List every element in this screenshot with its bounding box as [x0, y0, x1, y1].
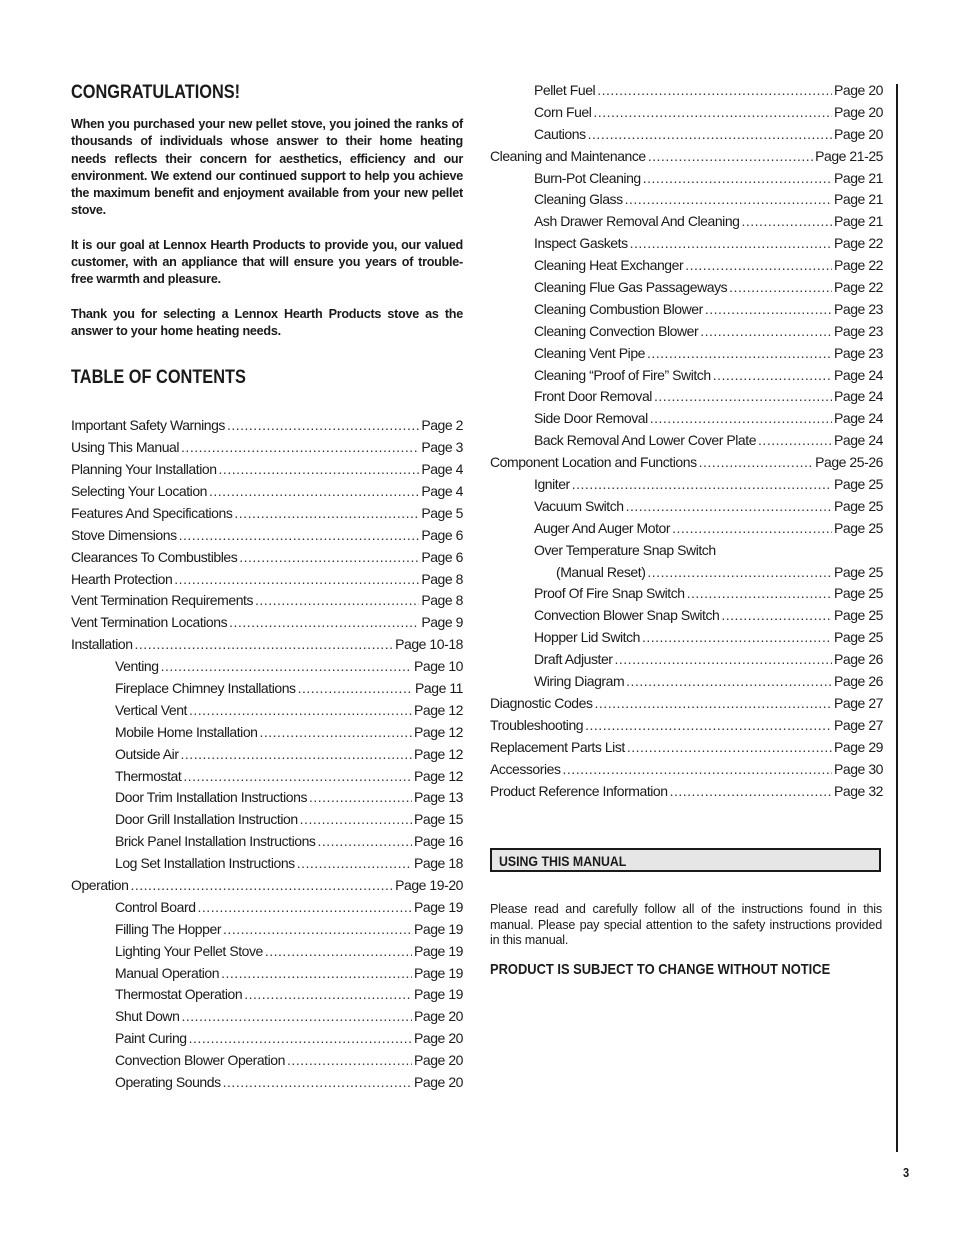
toc-entry-page: Page 16	[413, 833, 463, 850]
toc-entry-title: Hearth Protection	[71, 570, 173, 587]
congratulations-heading: CONGRATULATIONS!	[71, 82, 241, 103]
toc-leader-dots	[130, 875, 393, 897]
toc-entry-title: Over Temperature Snap Switch	[534, 541, 716, 558]
toc-entry[interactable]	[490, 693, 883, 715]
toc-entry-title: Auger And Auger Motor	[534, 519, 671, 536]
toc-entry-title: Accessories	[490, 760, 561, 777]
toc-entry[interactable]	[71, 590, 463, 612]
toc-entry-page: Page 18	[413, 855, 463, 872]
toc-entry-title: Diagnostic Codes	[490, 694, 593, 711]
toc-entry[interactable]	[490, 452, 883, 474]
toc-leader-dots	[317, 831, 412, 853]
toc-entry-title: Cleaning “Proof of Fire” Switch	[534, 366, 711, 383]
toc-entry[interactable]	[490, 737, 883, 759]
intro-paragraph-3: Thank you for selecting a Lennox Hearth Products stove as the answer to your home heating needs.	[71, 306, 463, 338]
toc-entry-title: Igniter	[534, 476, 570, 493]
toc-entry-title: Convection Blower Operation	[115, 1052, 285, 1069]
toc-entry[interactable]	[490, 605, 883, 627]
toc-entry[interactable]	[490, 102, 883, 124]
toc-entry-page: Page 25	[833, 563, 883, 580]
toc-entry-page: Page 20	[833, 82, 883, 98]
toc-entry-title: Door Grill Installation Instruction	[115, 811, 298, 828]
toc-entry-page: Page 24	[833, 432, 883, 449]
toc-entry-page: Page 11	[415, 679, 463, 696]
toc-entry-title: Cautions	[534, 125, 586, 142]
toc-leader-dots	[597, 80, 832, 102]
toc-entry-page: Page 20	[413, 1073, 463, 1090]
toc-leader-dots	[219, 459, 420, 481]
toc-leader-dots	[298, 678, 413, 700]
toc-leader-dots	[654, 386, 832, 408]
toc-entry[interactable]	[71, 941, 463, 963]
toc-entry-page: Page 3	[421, 439, 463, 456]
toc-entry[interactable]	[490, 255, 883, 277]
toc-entry[interactable]	[490, 715, 883, 737]
toc-leader-dots	[300, 809, 412, 831]
toc-entry[interactable]	[71, 1028, 463, 1050]
toc-entry[interactable]	[490, 146, 883, 168]
toc-entry-page: Page 20	[413, 1052, 463, 1069]
toc-leader-dots	[255, 590, 419, 612]
toc-entry-title: Cleaning Convection Blower	[534, 322, 699, 339]
right-column	[490, 80, 883, 802]
toc-leader-dots	[174, 569, 419, 591]
toc-entry[interactable]	[490, 781, 883, 803]
toc-leader-dots	[239, 547, 419, 569]
toc-entry-page: Page 21	[833, 191, 883, 208]
toc-entry-title: Thermostat Operation	[115, 986, 243, 1003]
toc-entry-page: Page 23	[833, 344, 883, 361]
toc-entry[interactable]	[490, 562, 883, 584]
toc-entry[interactable]	[71, 831, 463, 853]
toc-leader-dots	[227, 415, 419, 437]
toc-entry-page: Page 27	[833, 694, 883, 711]
toc-leader-dots	[179, 525, 420, 547]
toc-entry[interactable]	[490, 496, 883, 518]
toc-entry-title: Corn Fuel	[534, 103, 592, 120]
toc-leader-dots	[630, 233, 832, 255]
toc-entry[interactable]	[71, 984, 463, 1006]
toc-leader-dots	[648, 146, 813, 168]
toc-entry-page: Page 26	[833, 673, 883, 690]
toc-entry-page: Page 25	[833, 607, 883, 624]
toc-entry-page: Page 23	[833, 322, 883, 339]
toc-entry-title: (Manual Reset)	[556, 563, 646, 580]
toc-entry-page: Page 25	[833, 585, 883, 602]
toc-leader-dots	[687, 583, 832, 605]
using-manual-paragraph: Please read and carefully follow all of the instructions found in this manual. Please pay special attention to the safety instructions provided in this manual.	[490, 902, 882, 947]
toc-entry-title: Vacuum Switch	[534, 497, 624, 514]
toc-entry[interactable]	[71, 700, 463, 722]
toc-entry-title: Mobile Home Installation	[115, 723, 258, 740]
toc-leader-dots	[713, 365, 832, 387]
toc-entry[interactable]	[490, 474, 883, 496]
change-notice: PRODUCT IS SUBJECT TO CHANGE WITHOUT NOTICE	[490, 961, 831, 978]
toc-entry[interactable]	[71, 722, 463, 744]
toc-left-list	[71, 415, 463, 1094]
toc-entry[interactable]	[71, 1072, 463, 1094]
toc-entry[interactable]	[490, 583, 883, 605]
toc-entry-title: Front Door Removal	[534, 388, 652, 405]
toc-entry-page: Page 23	[833, 300, 883, 317]
toc-entry-page: Page 25	[833, 497, 883, 514]
toc-entry-page: Page 10-18	[395, 636, 463, 653]
toc-leader-dots	[563, 759, 832, 781]
toc-entry-page: Page 12	[413, 701, 463, 718]
toc-entry-title: Manual Operation	[115, 964, 220, 981]
toc-entry-page: Page 21	[833, 169, 883, 186]
toc-entry[interactable]	[71, 963, 463, 985]
toc-entry[interactable]	[490, 540, 883, 562]
using-manual-heading: USING THIS MANUAL	[499, 853, 627, 869]
toc-entry-title: Paint Curing	[115, 1030, 187, 1047]
toc-entry[interactable]	[71, 612, 463, 634]
toc-entry-page: Page 19	[413, 920, 463, 937]
toc-entry-page: Page 10	[413, 658, 463, 675]
toc-entry-page: Page 2	[421, 417, 463, 434]
toc-leader-dots	[189, 700, 412, 722]
toc-entry-title: Wiring Diagram	[534, 673, 625, 690]
toc-entry-title: Pellet Fuel	[534, 82, 596, 98]
toc-entry[interactable]	[490, 518, 883, 540]
toc-entry-title: Convection Blower Snap Switch	[534, 607, 720, 624]
toc-entry-page: Page 24	[833, 410, 883, 427]
toc-right-list	[490, 80, 883, 802]
toc-entry-page: Page 24	[833, 388, 883, 405]
toc-entry-title: Important Safety Warnings	[71, 417, 225, 434]
toc-entry[interactable]	[490, 430, 883, 452]
using-manual-banner	[490, 848, 881, 872]
toc-entry-page: Page 4	[421, 482, 463, 499]
toc-leader-dots	[758, 430, 832, 452]
toc-leader-dots	[705, 299, 832, 321]
toc-entry[interactable]	[71, 459, 463, 481]
toc-entry-title: Cleaning Glass	[534, 191, 623, 208]
toc-leader-dots	[647, 343, 832, 365]
toc-entry[interactable]	[71, 503, 463, 525]
toc-leader-dots	[223, 919, 412, 941]
toc-entry[interactable]	[490, 80, 883, 102]
toc-entry-page: Page 26	[833, 651, 883, 668]
toc-entry-title: Burn-Pot Cleaning	[534, 169, 641, 186]
toc-entry[interactable]	[490, 321, 883, 343]
toc-entry-page: Page 25	[833, 476, 883, 493]
toc-leader-dots	[309, 787, 412, 809]
toc-entry[interactable]	[490, 627, 883, 649]
toc-leader-dots	[297, 853, 412, 875]
toc-leader-dots	[647, 562, 832, 584]
toc-entry-page: Page 19	[413, 898, 463, 915]
toc-entry-page: Page 19-20	[395, 876, 463, 893]
toc-entry-page: Page 20	[833, 125, 883, 142]
toc-entry-page: Page 9	[421, 614, 463, 631]
toc-entry[interactable]	[71, 547, 463, 569]
toc-entry-title: Installation	[71, 636, 133, 653]
toc-entry[interactable]	[490, 277, 883, 299]
toc-entry-page: Page 25-26	[815, 454, 883, 471]
toc-entry-page: Page 6	[421, 526, 463, 543]
toc-leader-dots	[650, 408, 832, 430]
toc-entry-title: Log Set Installation Instructions	[115, 855, 295, 872]
toc-entry-title: Product Reference Information	[490, 782, 668, 799]
toc-entry-title: Lighting Your Pellet Stove	[115, 942, 263, 959]
toc-leader-dots	[700, 321, 832, 343]
toc-leader-dots	[260, 722, 412, 744]
toc-entry[interactable]	[71, 678, 463, 700]
toc-leader-dots	[595, 693, 832, 715]
toc-entry-page: Page 19	[413, 964, 463, 981]
toc-leader-dots	[588, 124, 832, 146]
toc-entry[interactable]	[71, 569, 463, 591]
toc-entry[interactable]	[490, 649, 883, 671]
toc-entry[interactable]	[71, 525, 463, 547]
toc-entry[interactable]	[71, 766, 463, 788]
toc-entry-title: Brick Panel Installation Instructions	[115, 833, 316, 850]
toc-leader-dots	[699, 452, 813, 474]
toc-entry-title: Stove Dimensions	[71, 526, 177, 543]
toc-leader-dots	[672, 518, 832, 540]
toc-entry-page: Page 8	[421, 570, 463, 587]
toc-leader-dots	[626, 496, 832, 518]
toc-entry-page: Page 22	[833, 279, 883, 296]
toc-entry-page: Page 12	[413, 745, 463, 762]
toc-leader-dots	[721, 605, 832, 627]
toc-entry[interactable]	[490, 343, 883, 365]
toc-leader-dots	[642, 627, 832, 649]
toc-entry-title: Operating Sounds	[115, 1073, 221, 1090]
toc-leader-dots	[209, 481, 419, 503]
toc-heading: TABLE OF CONTENTS	[71, 367, 246, 389]
toc-entry-page: Page 22	[833, 235, 883, 252]
toc-entry-title: Venting	[115, 658, 159, 675]
toc-leader-dots	[585, 715, 832, 737]
toc-entry[interactable]	[71, 919, 463, 941]
toc-entry-page: Page 32	[833, 782, 883, 799]
toc-leader-dots	[234, 503, 419, 525]
toc-entry-page: Page 20	[833, 103, 883, 120]
toc-entry-title: Side Door Removal	[534, 410, 648, 427]
toc-leader-dots	[244, 984, 412, 1006]
toc-entry-page: Page 19	[413, 942, 463, 959]
toc-entry[interactable]	[71, 853, 463, 875]
toc-entry-title: Draft Adjuster	[534, 651, 613, 668]
toc-entry-title: Cleaning Combustion Blower	[534, 300, 703, 317]
toc-entry-title: Cleaning and Maintenance	[490, 147, 646, 164]
toc-leader-dots	[221, 963, 412, 985]
toc-entry-title: Clearances To Combustibles	[71, 548, 238, 565]
toc-leader-dots	[229, 612, 419, 634]
toc-entry[interactable]	[490, 365, 883, 387]
toc-leader-dots	[627, 737, 832, 759]
toc-entry-title: Fireplace Chimney Installations	[115, 679, 296, 696]
toc-entry-title: Using This Manual	[71, 439, 180, 456]
toc-leader-dots	[643, 168, 832, 190]
toc-entry-title: Features And Specifications	[71, 504, 233, 521]
toc-entry[interactable]	[490, 124, 883, 146]
toc-entry[interactable]	[71, 809, 463, 831]
toc-entry-page: Page 27	[833, 716, 883, 733]
toc-leader-dots	[265, 941, 412, 963]
toc-entry[interactable]	[490, 189, 883, 211]
toc-entry-title: Outside Air	[115, 745, 179, 762]
toc-entry-page: Page 20	[413, 1008, 463, 1025]
toc-entry-title: Operation	[71, 876, 129, 893]
left-column	[71, 80, 463, 1094]
toc-entry-title: Cleaning Heat Exchanger	[534, 257, 684, 274]
toc-entry-page: Page 4	[421, 461, 463, 478]
toc-entry[interactable]	[71, 481, 463, 503]
toc-entry[interactable]	[490, 408, 883, 430]
toc-leader-dots	[183, 766, 412, 788]
toc-entry-page: Page 24	[833, 366, 883, 383]
toc-entry-title: Vertical Vent	[115, 701, 187, 718]
toc-entry[interactable]	[490, 211, 883, 233]
toc-leader-dots	[593, 102, 832, 124]
toc-entry-title: Proof Of Fire Snap Switch	[534, 585, 685, 602]
toc-leader-dots	[729, 277, 832, 299]
toc-entry-page: Page 25	[833, 519, 883, 536]
toc-entry-title: Troubleshooting	[490, 716, 584, 733]
toc-entry-title: Vent Termination Locations	[71, 614, 228, 631]
toc-entry-page: Page 21	[833, 213, 883, 230]
toc-entry[interactable]	[71, 787, 463, 809]
toc-entry-page: Page 22	[833, 257, 883, 274]
toc-entry[interactable]	[490, 233, 883, 255]
toc-leader-dots	[742, 211, 832, 233]
toc-entry-title: Vent Termination Requirements	[71, 592, 254, 609]
toc-leader-dots	[181, 1006, 412, 1028]
toc-entry-title: Ash Drawer Removal And Cleaning	[534, 213, 740, 230]
toc-leader-dots	[615, 649, 832, 671]
toc-leader-dots	[181, 744, 412, 766]
toc-entry-page: Page 21-25	[815, 147, 883, 164]
toc-entry-page: Page 13	[413, 789, 463, 806]
toc-entry[interactable]	[490, 759, 883, 781]
toc-leader-dots	[287, 1050, 412, 1072]
toc-leader-dots	[161, 656, 412, 678]
toc-entry-title: Replacement Parts List	[490, 738, 625, 755]
toc-leader-dots	[189, 1028, 412, 1050]
toc-entry-title: Thermostat	[115, 767, 182, 784]
toc-leader-dots	[223, 1072, 412, 1094]
toc-entry-title: Control Board	[115, 898, 196, 915]
toc-entry[interactable]	[71, 415, 463, 437]
toc-entry-title: Cleaning Flue Gas Passageways	[534, 279, 728, 296]
toc-entry-title: Selecting Your Location	[71, 482, 207, 499]
toc-entry-page: Page 12	[413, 767, 463, 784]
toc-entry-title: Component Location and Functions	[490, 454, 697, 471]
toc-entry-title: Door Trim Installation Instructions	[115, 789, 307, 806]
toc-entry-page: Page 8	[421, 592, 463, 609]
toc-entry-page: Page 30	[833, 760, 883, 777]
toc-entry-title: Cleaning Vent Pipe	[534, 344, 645, 361]
toc-entry-page: Page 6	[421, 548, 463, 565]
toc-entry[interactable]	[71, 656, 463, 678]
toc-entry[interactable]	[71, 1050, 463, 1072]
toc-leader-dots	[181, 437, 419, 459]
toc-leader-dots	[135, 634, 394, 656]
toc-entry[interactable]	[490, 299, 883, 321]
toc-entry-page: Page 19	[413, 986, 463, 1003]
toc-leader-dots	[572, 474, 832, 496]
toc-entry-title: Inspect Gaskets	[534, 235, 628, 252]
toc-entry-title: Shut Down	[115, 1008, 180, 1025]
toc-leader-dots	[685, 255, 832, 277]
toc-leader-dots	[198, 897, 412, 919]
toc-entry[interactable]	[71, 1006, 463, 1028]
toc-leader-dots	[670, 781, 832, 803]
intro-paragraph-2: It is our goal at Lennox Hearth Products to provide you, our valued customer, with an appliance that will ensure you years of trouble-free warmth and pleasure.	[71, 237, 463, 287]
toc-entry-title: Filling The Hopper	[115, 920, 222, 937]
toc-entry-page: Page 20	[413, 1030, 463, 1047]
toc-entry[interactable]	[71, 744, 463, 766]
toc-leader-dots	[625, 189, 832, 211]
toc-entry-title: Hopper Lid Switch	[534, 629, 640, 646]
toc-entry-page: Page 12	[413, 723, 463, 740]
toc-entry[interactable]	[71, 897, 463, 919]
toc-entry-page: Page 15	[413, 811, 463, 828]
toc-leader-dots	[626, 671, 832, 693]
toc-entry[interactable]	[71, 634, 463, 656]
toc-entry-page: Page 25	[833, 629, 883, 646]
toc-entry-page: Page 29	[833, 738, 883, 755]
vertical-rule	[896, 84, 898, 1152]
toc-entry[interactable]	[71, 437, 463, 459]
page-number: 3	[903, 1165, 910, 1180]
intro-paragraph-1: When you purchased your new pellet stove, you joined the ranks of thousands of individuals whose answer to their home heating needs reflects their concern for aesthetics, efficiency and our environment. We extend our continued support to help you achieve the maximum benefit and enjoyment available from your new pellet stove.	[71, 117, 463, 218]
toc-entry[interactable]	[71, 875, 463, 897]
toc-entry[interactable]	[490, 168, 883, 190]
toc-entry-title: Back Removal And Lower Cover Plate	[534, 432, 757, 449]
toc-entry[interactable]	[490, 671, 883, 693]
toc-entry[interactable]	[490, 386, 883, 408]
toc-entry-page: Page 5	[421, 504, 463, 521]
toc-entry-title: Planning Your Installation	[71, 461, 217, 478]
